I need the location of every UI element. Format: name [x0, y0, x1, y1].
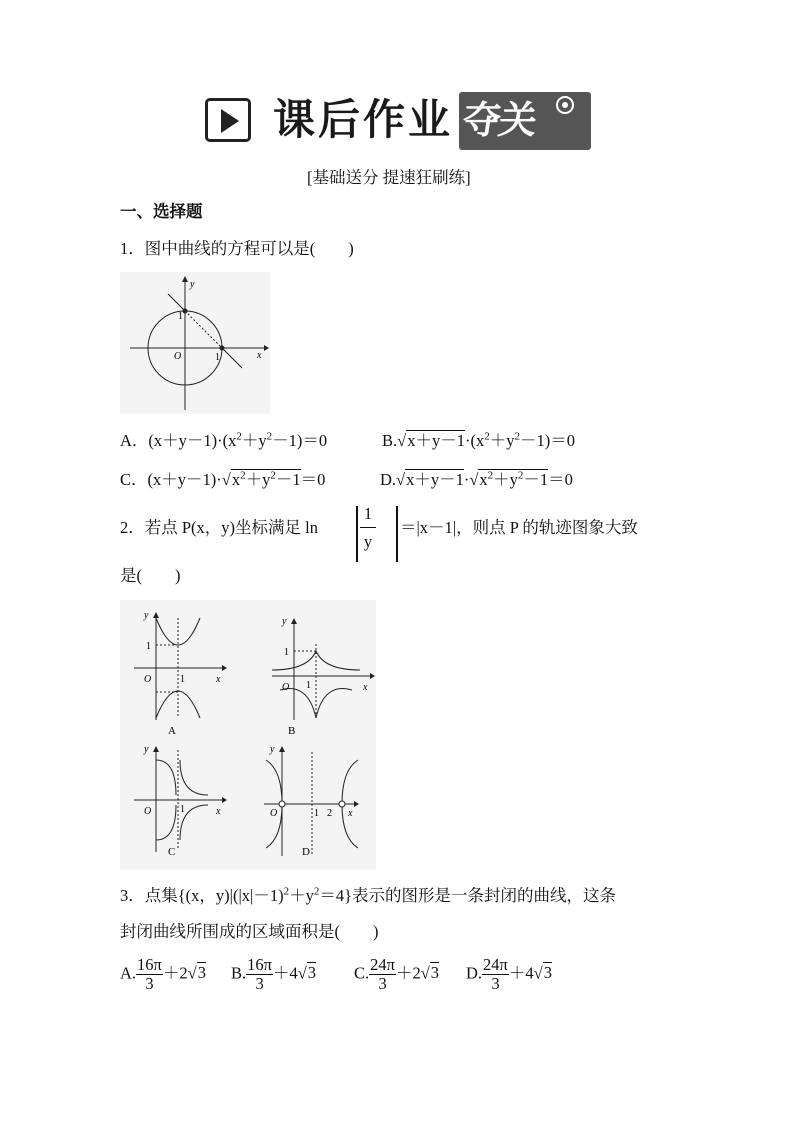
svg-text:A: A [168, 725, 176, 737]
svg-text:y: y [282, 616, 287, 627]
q1-stem: 1．图中曲线的方程可以是( ) [120, 239, 354, 258]
abs-bar-left [356, 506, 358, 562]
x-arrow-icon [264, 345, 269, 351]
q2-graph-a [134, 610, 227, 737]
svg-text:O: O [282, 682, 290, 693]
svg-text:y: y [144, 744, 149, 755]
q1-option-d: $D.√x+y-1\cdot√x^2+y^2-1=0$ [380, 469, 573, 489]
section-title: 一、选择题 [120, 202, 203, 221]
svg-text:C: C [168, 846, 176, 858]
svg-text:1: 1 [314, 808, 319, 819]
header-banner [205, 92, 590, 152]
q2-stem-1: 2．若点 P(x，y)坐标满足 ln [120, 518, 318, 537]
svg-text:y: y [270, 744, 275, 755]
svg-text:O: O [270, 808, 278, 819]
svg-text:1: 1 [306, 680, 311, 691]
q3-option-d: D. $\frac{24\pi}{3}$ ＋4√3 [466, 955, 552, 993]
q3-stem-1: 3．点集{(x，$y)|(|x|-1)^2+y^2=4$}表示的图形是一条封闭的曲线，这条 [120, 885, 616, 905]
svg-text:1: 1 [146, 641, 151, 652]
q1-origin-label: O [174, 351, 182, 362]
subtitle: [基础送分 提速狂刷练] [307, 168, 471, 187]
q3-stem-2: 封闭曲线所围成的区域面积是( ) [120, 922, 379, 941]
q2-frac-den: y [363, 532, 373, 551]
svg-text:O: O [144, 806, 152, 817]
q1-x-label: x [257, 350, 262, 361]
abs-bar-right [396, 506, 398, 562]
svg-text:x: x [363, 682, 368, 693]
q3-option-b: B. $\frac{16\pi}{3}$ ＋4√3 [231, 955, 317, 993]
q2-graph-d [264, 744, 359, 858]
svg-text:1: 1 [180, 674, 185, 685]
q2-graph-b [272, 616, 375, 737]
q1-option-b: $B.√x+y-1\cdot(x^2+y^2-1)=0$ [382, 430, 575, 450]
svg-text:O: O [144, 674, 152, 685]
svg-text:D: D [302, 846, 310, 858]
svg-text:x: x [216, 674, 221, 685]
q3-option-c: C. $\frac{24\pi}{3}$ ＋2√3 [354, 955, 440, 993]
q1-one-y-label: 1 [178, 311, 183, 322]
q1-one-x-label: 1 [215, 352, 220, 363]
brand-logo-text: 夺关 [459, 98, 539, 142]
q1-option-a: A．$(x+y-1)\cdot(x^2+y^2-1)=0$ [120, 430, 328, 450]
svg-text:x: x [216, 806, 221, 817]
svg-text:x: x [348, 808, 353, 819]
y-arrow-icon [182, 276, 188, 282]
banner-title: 课后作业 [273, 95, 454, 144]
q2-graph-c [134, 744, 227, 858]
q2-stem-2: ＝|x－1|，则点 P 的轨迹图象大致 [400, 518, 638, 537]
q2-figure [120, 600, 376, 870]
svg-text:y: y [144, 610, 149, 621]
q1-option-c: C．$(x+y-1)\cdot√x^2+y^2-1=0$ [120, 469, 326, 489]
svg-text:B: B [288, 725, 296, 737]
q1-y-label: y [190, 279, 195, 290]
target-icon [555, 95, 575, 115]
q2-stem-3: 是( ) [120, 566, 181, 585]
svg-text:1: 1 [284, 647, 289, 658]
svg-text:1: 1 [180, 804, 185, 815]
svg-text:2: 2 [327, 808, 332, 819]
q1-figure [120, 272, 270, 414]
q2-frac-num: 1 [363, 504, 373, 523]
play-icon [205, 98, 251, 142]
q3-option-a: A. $\frac{16\pi}{3}$ ＋2√3 [120, 955, 206, 993]
frac-line [360, 527, 376, 528]
